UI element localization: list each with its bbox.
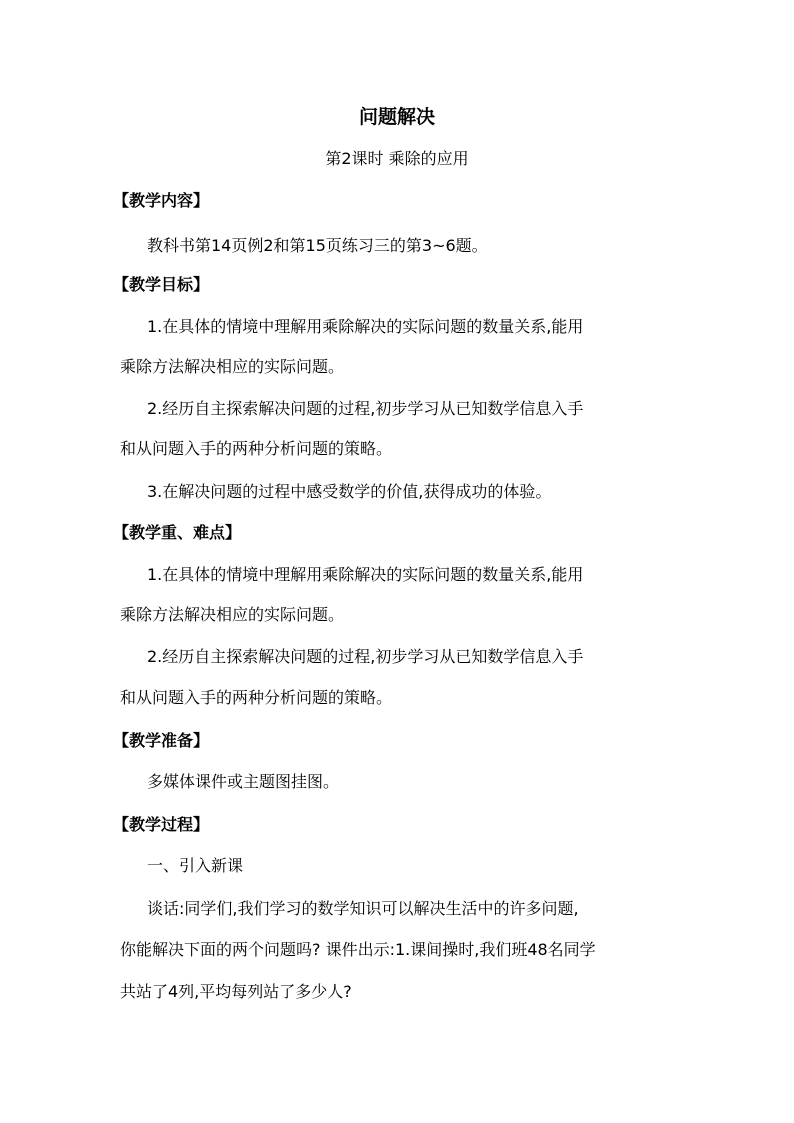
- goals-item2-line1: 2.经历自主探索解决问题的过程,初步学习从已知数学信息入手: [147, 399, 584, 418]
- process-step1: 一、引入新课: [147, 856, 244, 875]
- process-talk-line3: 共站了4列,平均每列站了多少人?: [120, 982, 352, 1001]
- goals-item2-line2: 和从问题入手的两种分析问题的策略。: [120, 439, 393, 458]
- document-title: 问题解决: [358, 106, 435, 128]
- section-heading-key-points: 【教学重、难点】: [113, 523, 242, 542]
- section-heading-process: 【教学过程】: [113, 815, 210, 834]
- process-talk-line2: 你能解决下面的两个问题吗? 课件出示:1.课间操时,我们班48名同学: [120, 940, 596, 959]
- process-talk-line1: 谈话:同学们,我们学习的数学知识可以解决生活中的许多问题,: [147, 899, 579, 918]
- content-text: 教科书第14页例2和第15页练习三的第3~6题。: [147, 236, 488, 255]
- goals-item1-line2: 乘除方法解决相应的实际问题。: [120, 357, 345, 376]
- keypoints-item2-line2: 和从问题入手的两种分析问题的策略。: [120, 688, 393, 707]
- preparation-text: 多媒体课件或主题图挂图。: [147, 772, 340, 791]
- keypoints-item1-line1: 1.在具体的情境中理解用乘除解决的实际问题的数量关系,能用: [147, 565, 584, 584]
- section-heading-preparation: 【教学准备】: [113, 731, 210, 750]
- goals-item1-line1: 1.在具体的情境中理解用乘除解决的实际问题的数量关系,能用: [147, 317, 584, 336]
- keypoints-item2-line1: 2.经历自主探索解决问题的过程,初步学习从已知数学信息入手: [147, 647, 584, 666]
- document-subtitle: 第2课时 乘除的应用: [325, 149, 469, 168]
- keypoints-item1-line2: 乘除方法解决相应的实际问题。: [120, 605, 345, 624]
- section-heading-content: 【教学内容】: [113, 191, 210, 210]
- section-heading-goals: 【教学目标】: [113, 275, 210, 294]
- goals-item3-line1: 3.在解决问题的过程中感受数学的价值,获得成功的体验。: [147, 482, 552, 501]
